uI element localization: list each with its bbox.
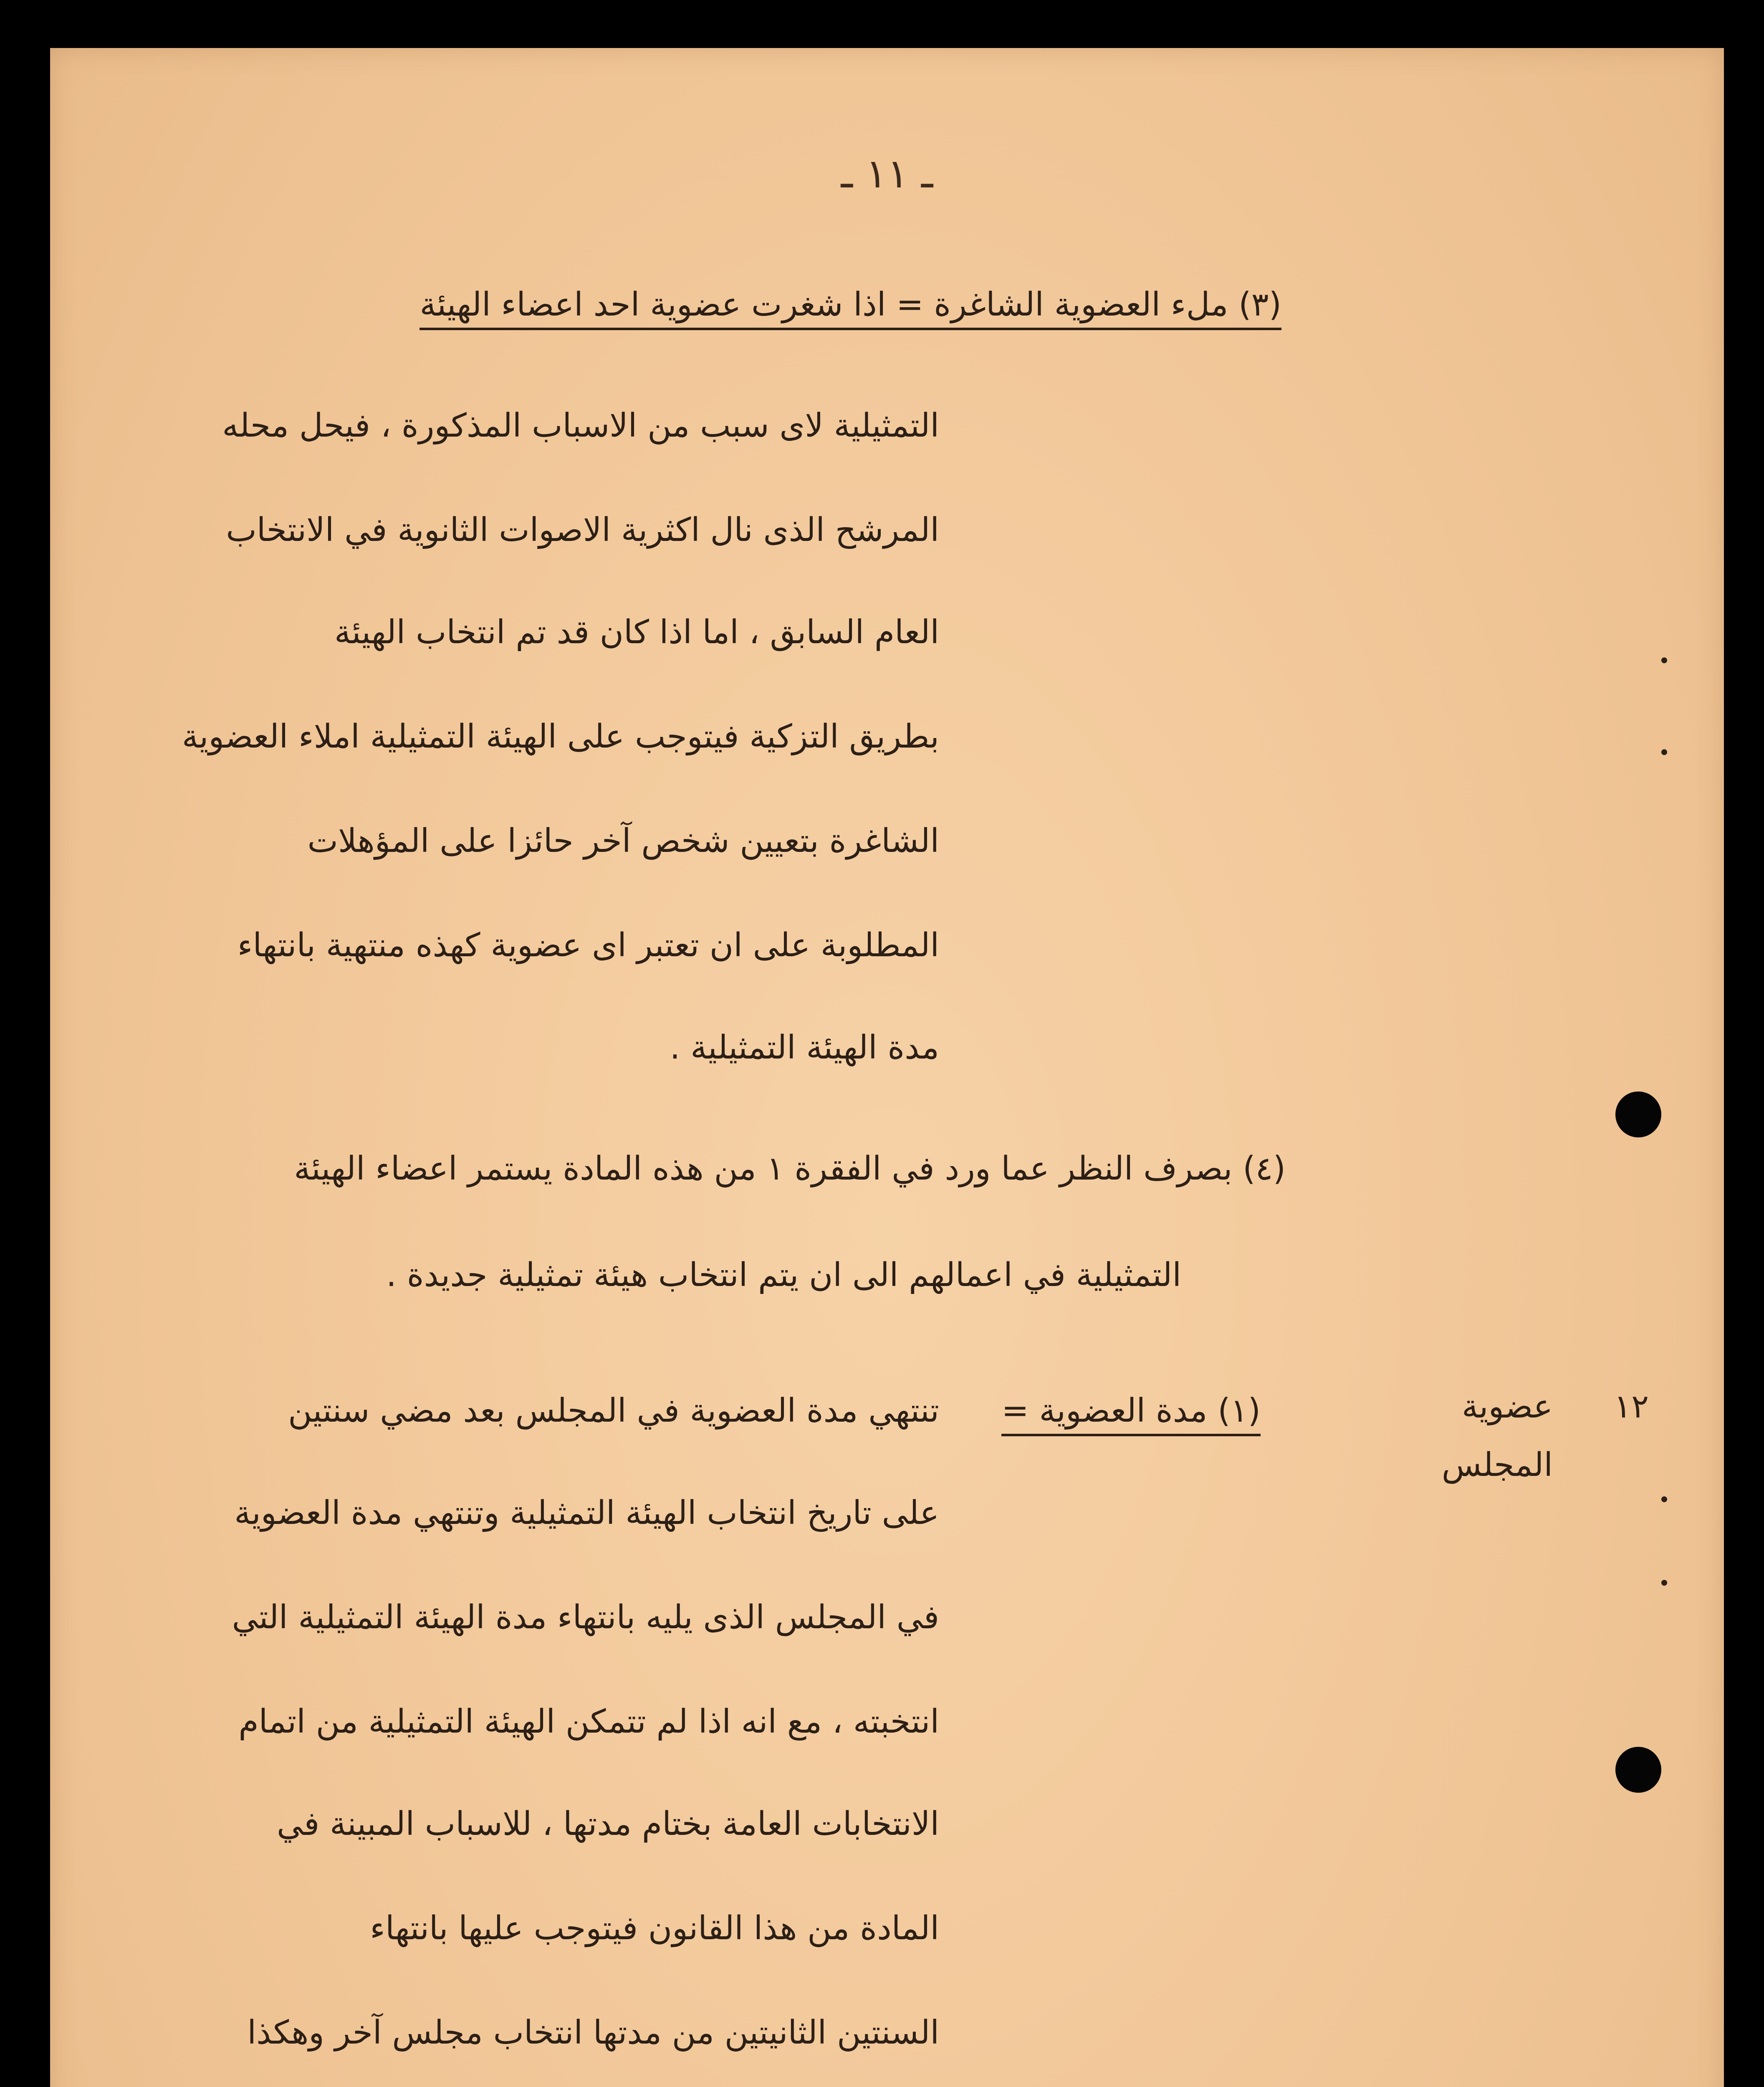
- section1-line-3: انتخبته ، مع انه اذا لم تتمكن الهيئة التمثيلية من اتمام: [238, 1703, 939, 1741]
- clause3-line-4: بطريق التزكية فيتوجب على الهيئة التمثيلية املاء العضوية: [182, 718, 939, 755]
- punch-hole-bottom: [1615, 1747, 1661, 1793]
- clause3-line-2: المرشح الذى نال اكثرية الاصوات الثانوية في الانتخاب: [226, 511, 939, 549]
- punch-hole-top: [1615, 1092, 1661, 1137]
- clause3-line-3: العام السابق ، اما اذا كان قد تم انتخاب الهيئة: [334, 614, 939, 651]
- section1-line-1: على تاريخ انتخاب الهيئة التمثيلية وتنتهي مدة العضوية: [234, 1494, 939, 1532]
- article12-number: ١٢: [1614, 1388, 1649, 1425]
- margin-tick: [1661, 1496, 1667, 1502]
- margin-tick: [1661, 1580, 1667, 1586]
- clause3-line-1: التمثيلية لاى سبب من الاسباب المذكورة ، فيحل محله: [222, 407, 939, 445]
- section1-line-4: الانتخابات العامة بختام مدتها ، للاسباب المبينة في: [276, 1805, 939, 1843]
- clause3-line-7: مدة الهيئة التمثيلية .: [670, 1029, 939, 1066]
- section1-line-6: السنتين الثانيتين من مدتها انتخاب مجلس آخر وهكذا: [247, 2014, 939, 2052]
- clause3-line-6: المطلوبة على ان تعتبر اى عضوية كهذه منتهية بانتهاء: [237, 927, 939, 964]
- section1-line-2: في المجلس الذى يليه بانتهاء مدة الهيئة التمثيلية التي: [232, 1599, 939, 1636]
- document-page: [50, 48, 1724, 2087]
- section1-line-5: المادة من هذا القانون فيتوجب عليها بانتهاء: [370, 1910, 939, 1947]
- margin-tick: [1661, 749, 1667, 755]
- section1-heading: [968, 1388, 1261, 1436]
- article12-title-line1: عضوية: [1461, 1388, 1553, 1425]
- clause4-line-1: (٤) بصرف النظر عما ورد في الفقرة ١ من هذه المادة يستمر اعضاء الهيئة: [294, 1150, 1286, 1188]
- clause3-heading: [238, 282, 1281, 330]
- section1-heading-text: (١) مدة العضوية =: [1001, 1388, 1261, 1436]
- margin-tick: [1661, 657, 1667, 663]
- section1-first-line: تنتهي مدة العضوية في المجلس بعد مضي سنتين: [288, 1392, 939, 1430]
- clause3-heading-text: (٣) ملء العضوية الشاغرة = اذا شغرت عضوية احد اعضاء الهيئة: [420, 282, 1281, 330]
- article12-title-line2: المجلس: [1441, 1446, 1553, 1484]
- page-number: ـ ١١ ـ: [841, 150, 933, 197]
- clause4-line-2: التمثيلية في اعمالهم الى ان يتم انتخاب هيئة تمثيلية جديدة .: [386, 1256, 1181, 1294]
- clause3-line-5: الشاغرة بتعيين شخص آخر حائزا على المؤهلات: [307, 822, 939, 860]
